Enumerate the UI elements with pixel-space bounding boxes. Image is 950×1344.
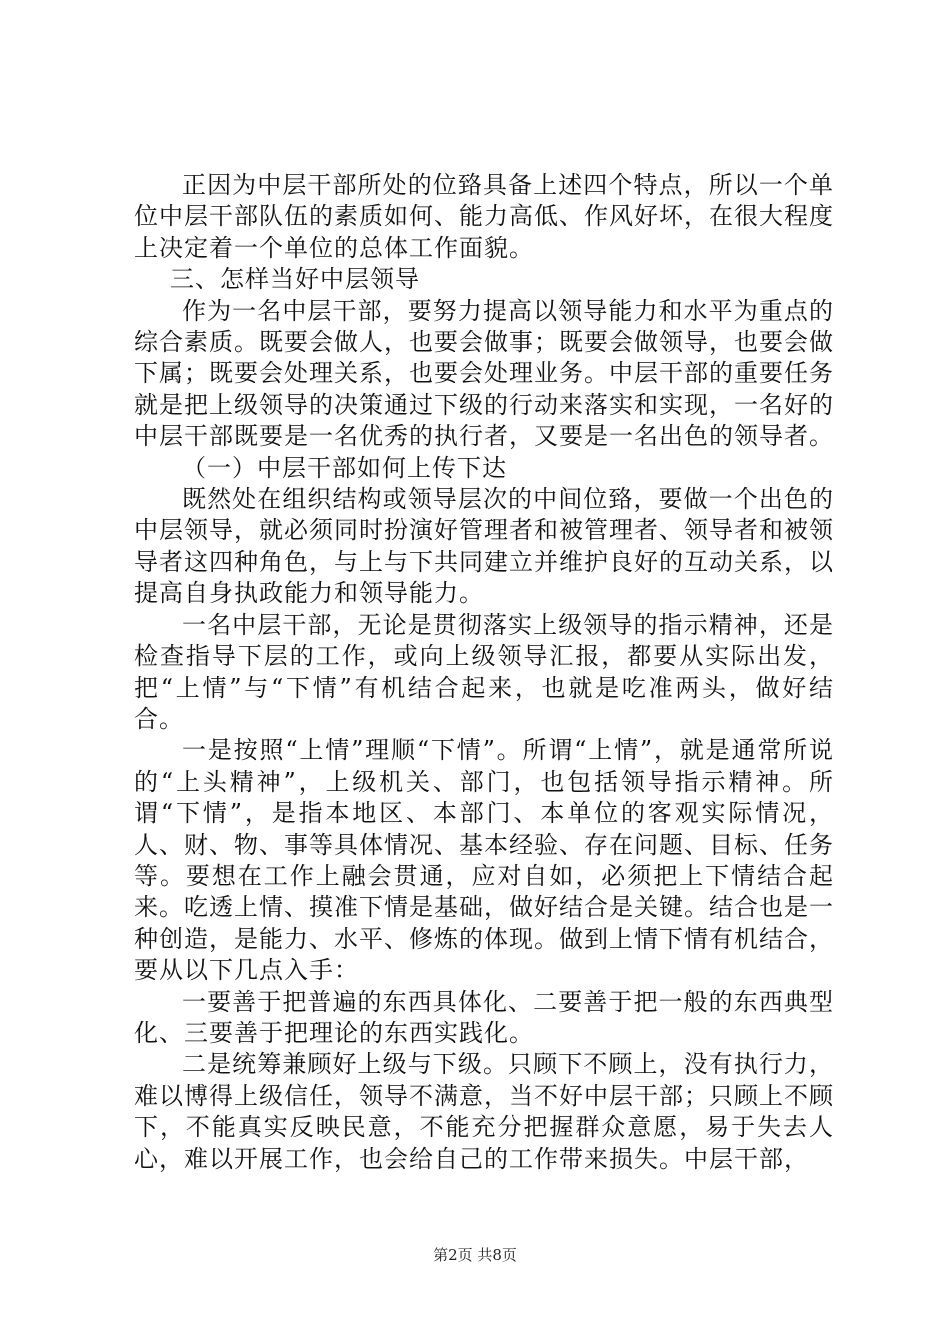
paragraph-7: 二是统筹兼顾好上级与下级。只顾下不顾上，没有执行力，难以博得上级信任，领导不满意，当不好中层干部；只顾上不顾下，不能真实反映民意，不能充分把握群众意愿，易于失去人心，难以开展工作，也会给自己的工作带来损失。中层干部， — [134, 1050, 834, 1173]
paragraph-2: 作为一名中层干部，要努力提高以领导能力和水平为重点的综合素质。既要会做人，也要会做事；既要会做领导，也要会做下属；既要会处理关系，也要会处理业务。中层干部的重要任务就是把上级领导的决策通过下级的行动来落实和实现，一名好的中层干部既要是一名优秀的执行者，又要是一名出色的领导者。 — [134, 296, 834, 451]
subsection-heading-1: （一）中层干部如何上传下达 — [182, 453, 507, 482]
paragraph-4: 一名中层干部，无论是贯彻落实上级领导的指示精神，还是检查指导下层的工作，或向上级领导汇报，都要从实际出发，把“上情”与“下情”有机结合起来，也就是吃准两头，做好结合。 — [134, 610, 834, 733]
page-number-footer: 第2页 共8页 — [433, 1246, 517, 1264]
paragraph-6: 一要善于把普遍的东西具体化、二要善于把一般的东西典型化、三要善于把理论的东西实践化。 — [134, 987, 834, 1047]
document-body — [134, 170, 834, 1175]
paragraph-1: 正因为中层干部所处的位臵具备上述四个特点，所以一个单位中层干部队伍的素质如何、能力高低、作风好坏，在很大程度上决定着一个单位的总体工作面貌。 — [134, 171, 834, 262]
section-heading-3: 三、怎样当好中层领导 — [170, 265, 420, 294]
paragraph-5: 一是按照“上情”理顺“下情”。所谓“上情”，就是通常所说的“上头精神”，上级机关、部门，也包括领导指示精神。所谓“下情”，是指本地区、本部门、本单位的客观实际情况，人、财、物、事等具体情况、基本经验、存在问题、目标、任务等。要想在工作上融会贯通，应对自如，必须把上下情结合起来。吃透上情、摸准下情是基础，做好结合是关键。结合也是一种创造，是能力、水平、修炼的体现。做到上情下情有机结合，要从以下几点入手： — [134, 736, 834, 985]
paragraph-3: 既然处在组织结构或领导层次的中间位臵，要做一个出色的中层领导，就必须同时扮演好管理者和被管理者、领导者和被领导者这四种角色，与上与下共同建立并维护良好的互动关系，以提高自身执政能力和领导能力。 — [134, 485, 834, 608]
